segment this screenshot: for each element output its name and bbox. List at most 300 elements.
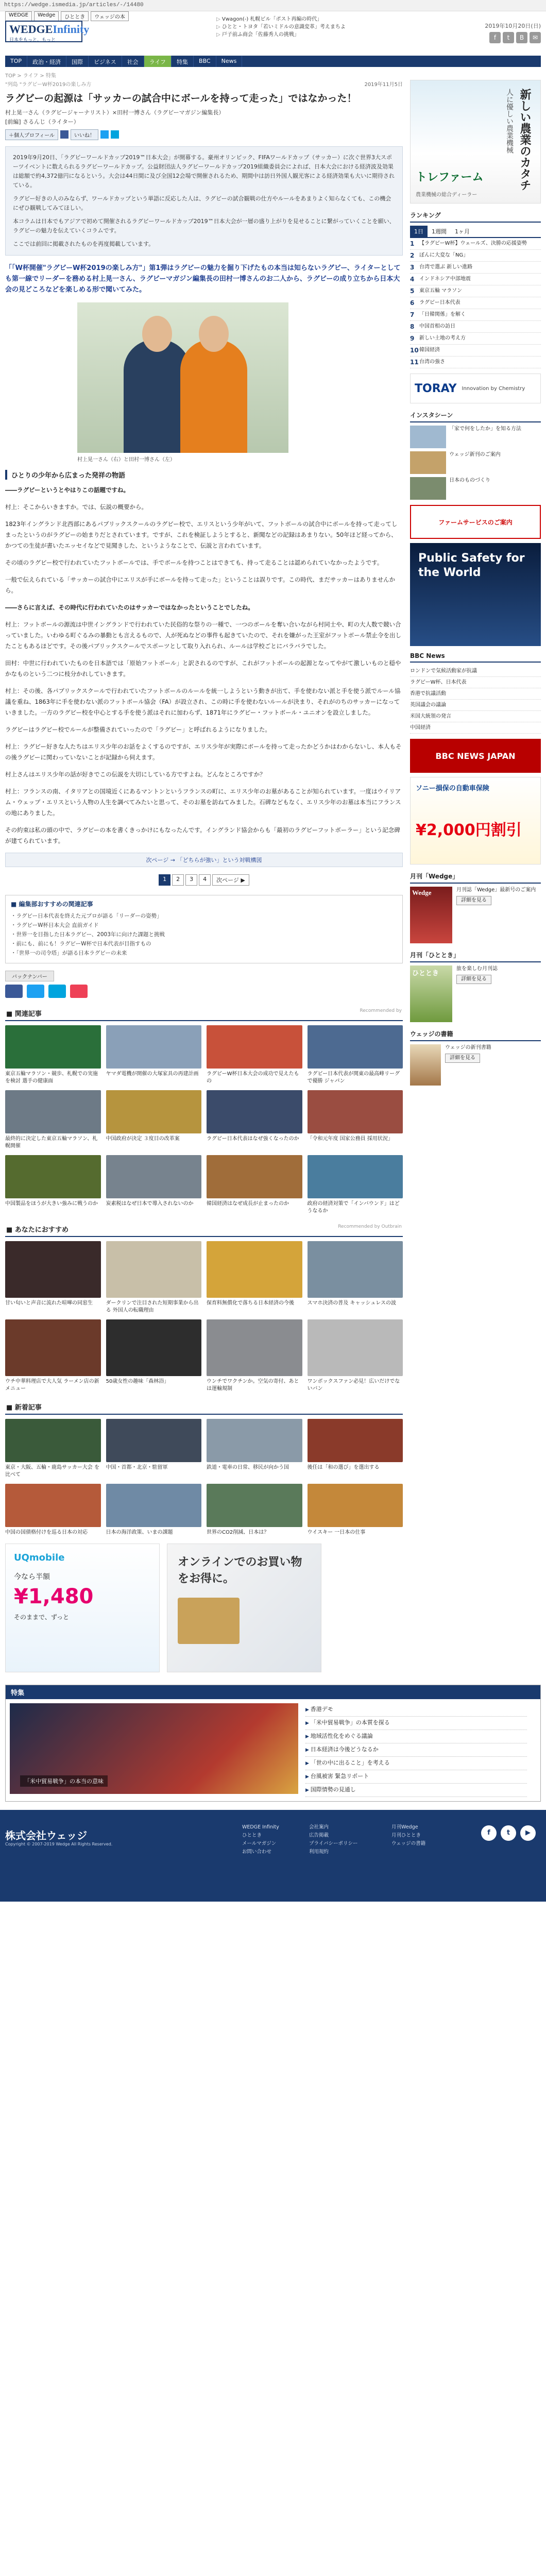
nav-item[interactable]: 国際 — [66, 56, 89, 67]
picks-title: インスタシーン — [410, 409, 541, 422]
ranking-text: 台湾で選ぶ 新しい進路 — [419, 264, 473, 270]
ranking-item[interactable] — [410, 238, 541, 250]
bbc-logo[interactable]: BBC NEWS JAPAN — [410, 739, 541, 773]
card-caption: ラグビーW杯日本大会の成功で見えたもの — [207, 1071, 299, 1084]
article-card[interactable] — [207, 1025, 302, 1085]
article-card[interactable] — [308, 1090, 403, 1150]
article-card[interactable] — [308, 1419, 403, 1479]
article-card[interactable] — [5, 1419, 101, 1479]
footer-link[interactable]: ウェッジの書籍 — [391, 1841, 426, 1846]
ranking-tab[interactable]: 1日 — [410, 226, 428, 237]
pocket-icon[interactable] — [70, 985, 88, 998]
related-title: ■ 編集部おすすめの関連記事 — [11, 901, 93, 908]
nav-item[interactable]: 政治・経済 — [27, 56, 66, 67]
article-card[interactable] — [308, 1241, 403, 1314]
book-cover[interactable] — [410, 1044, 441, 1086]
ad-row — [5, 1544, 403, 1672]
article-card[interactable] — [5, 1090, 101, 1150]
ranking-text: 新しい土地の考え方 — [419, 335, 466, 341]
card-caption: 中国政府が決定 ３度目の改革案 — [106, 1136, 180, 1142]
card-caption: ヤマダ電機が開催の大塚家具の再建計画 — [106, 1071, 199, 1077]
article-paragraph: 一般で伝えられている「サッカーの試合中にエリスが手にボールを持って走った」ということは誤りです。この時代、まだサッカーはありませんから。 — [5, 576, 396, 594]
ad-sony[interactable] — [410, 777, 541, 865]
footer-link[interactable]: 広告掲載 — [309, 1833, 329, 1838]
ranking-number: 7 — [410, 311, 415, 318]
article-card[interactable] — [5, 1241, 101, 1314]
twitter-icon[interactable]: t — [503, 32, 514, 43]
footer-link[interactable]: 会社案内 — [309, 1824, 329, 1830]
interview-question: ――さらに言えば、その時代に行われていたのはサッカーではなかったということでしたね。 — [5, 604, 254, 611]
nav-item[interactable]: ライフ — [144, 56, 172, 67]
article-paragraph: ラグビーはラグビー校でルールが整備されていったので「ラグビー」と呼ばれるようになりました。 — [5, 726, 271, 733]
photo-head-right — [199, 316, 229, 352]
card-image — [308, 1319, 403, 1376]
card-caption: ダークリンで注目された短期事業から出る 外国人の転職理由 — [106, 1300, 199, 1313]
ranking-title: ランキング — [410, 209, 541, 223]
lead-note: ここでは前回に掲載されたものを再度掲載しています。 — [13, 241, 155, 247]
article-card[interactable] — [5, 1155, 101, 1215]
books-text: ウェッジの新刊書籍 — [445, 1045, 491, 1050]
pick-item[interactable] — [410, 426, 541, 448]
footer-copyright: Copyright © 2007-2019 Wedge All Rights Reserved. — [5, 1842, 113, 1846]
ranking-text: 東京五輪 マラソン — [419, 288, 463, 294]
card-image — [308, 1155, 403, 1198]
newest-grid — [5, 1419, 403, 1536]
article-card[interactable] — [308, 1155, 403, 1215]
ad-treefarm-foot: 農業機械の総合ディーラー — [416, 192, 477, 198]
pick-thumb — [410, 451, 446, 474]
ranking-item[interactable] — [410, 274, 541, 285]
ranking-text: 韓国経済 — [419, 347, 440, 353]
footer-link[interactable]: お問い合わせ — [242, 1849, 272, 1855]
feature-image-title: 「米中貿易戦争」の本当の意味 — [20, 1775, 108, 1787]
bbc-item[interactable]: 英国議会の議論 — [410, 700, 541, 711]
ad-toray-text: Innovation by Chemistry — [462, 385, 525, 392]
card-image — [106, 1090, 202, 1133]
bbc-item[interactable]: ロンドンで気候活動家が抗議 — [410, 666, 541, 677]
feature-item[interactable]: ▶ 香港デモ — [305, 1703, 527, 1717]
pager — [5, 874, 403, 886]
feature-item[interactable]: ▶ 台風被害 緊急リポート — [305, 1770, 527, 1784]
related-item[interactable]: ・ ラグビーW杯日本大会 直前ガイド — [11, 921, 397, 930]
sister-site-link[interactable]: ウェッジの本 — [91, 11, 129, 21]
ranking-item[interactable] — [410, 357, 541, 368]
ranking-text: 「日韓関係」を解く — [419, 312, 466, 317]
footer-col-3 — [391, 1823, 425, 1848]
feature-item[interactable]: ▶ 日本経済は今後どうなるか — [305, 1743, 527, 1757]
pick-text: 「家で何をしたか」を知る方法 — [449, 426, 521, 432]
url-bar[interactable]: https://wedge.ismedia.jp/articles/-/14480 — [0, 0, 546, 11]
feature-item[interactable]: ▶ 地域活性化をめぐる議論 — [305, 1730, 527, 1743]
ranking-number: 2 — [410, 252, 415, 259]
article-card[interactable] — [207, 1484, 302, 1536]
pager-item[interactable]: 次ページ ▶ — [212, 874, 249, 886]
footer-link[interactable]: 月刊Wedge — [391, 1824, 418, 1830]
site-footer — [0, 1810, 546, 1902]
photo-person-right — [180, 340, 247, 453]
picks — [410, 409, 541, 500]
ad-uq-line2: そのままで、ずっと — [14, 1614, 70, 1621]
facebook-icon[interactable]: f — [489, 32, 501, 43]
wedge-text: 月刊誌「Wedge」最新号のご案内 — [456, 887, 536, 893]
article-card[interactable] — [5, 1484, 101, 1536]
site-header — [5, 11, 541, 56]
card-image — [308, 1090, 403, 1133]
nav-item[interactable]: 社会 — [122, 56, 144, 67]
pr-links — [216, 15, 346, 39]
article-card[interactable] — [207, 1241, 302, 1314]
card-image — [106, 1484, 202, 1527]
card-image — [207, 1025, 302, 1069]
bbc-item[interactable]: 香港で抗議活動 — [410, 688, 541, 700]
card-image — [207, 1090, 302, 1133]
sister-site-link[interactable]: Wedge — [34, 11, 59, 21]
article-photo — [77, 302, 288, 453]
card-caption: 中国・首都・北京・駐留軍 — [106, 1465, 168, 1470]
sister-site-link[interactable]: WEDGE — [5, 11, 32, 21]
card-caption: 炭素税はなぜ日本で導入されないのか — [106, 1201, 194, 1207]
card-caption: 東京・大阪、五輪・鹿島サッカー大会 を比べて — [5, 1465, 99, 1478]
article-paragraph: 村上：その後、各パブリックスクールで行われていたフットボールのルールを統一しようという動きが出て、手を使わない派と手を使う派でルール協議を重ね、1863年に手を使わない派のフットボール協会（FA）が設立され、この時に手を使わないルールが決まり、それがのちのサッカーになっていきました。一方のラグビー校を中心とする手を使う派はそれに加わらず、1871年にラグビー・フットボール・ユニオンを設立しました。 — [5, 687, 401, 716]
card-image — [106, 1155, 202, 1198]
article-author: さるんじ（ライター） — [23, 118, 79, 125]
card-image — [106, 1025, 202, 1069]
ranking-number: 8 — [410, 323, 415, 330]
logo-accent: Infinity — [53, 23, 90, 36]
article-card[interactable] — [106, 1319, 202, 1393]
card-caption: ラグビー日本代表はなぜ強くなったのか — [207, 1136, 299, 1142]
article-series[interactable]: "列島 "ラグビーW杯2019の楽しみ方 — [5, 82, 92, 88]
article-paragraph: 村上：そこからいきますか。では、伝説の概要から。 — [5, 503, 147, 511]
feature-item[interactable]: ▶ 「世の中に出ること」を考える — [305, 1757, 527, 1770]
twitter-icon[interactable]: t — [501, 1825, 516, 1841]
feature-item[interactable]: ▶ 国際情勢の見通し — [305, 1784, 527, 1797]
ranking-item[interactable] — [410, 262, 541, 274]
pager-item[interactable]: 1 — [159, 874, 170, 886]
ad-shop[interactable] — [167, 1544, 321, 1672]
article-paragraph: その約束は私の頭の中で、ラグビーの本を書くきっかけにもなったんです。イングランド協会からも「最初のラグビーフットボーラー」という記念碑が建てられています。 — [5, 826, 400, 844]
article-paragraph: 1823年イングランド北西部にあるパブリックスクールのラグビー校で、エリスという少年がいて、フットボールの試合中にボールを持って走ってしまったというのがラグビーの始まりだとされています。ですが、これを検証しようとすると、新聞などの記録はあまりない。50年ほど経ってから、かつての生徒が書いたエッセイなどで見聞きした、というようなことで、伝説と言われています。 — [5, 520, 398, 549]
newest-head-title: ■ 新着記事 — [6, 1404, 42, 1412]
footer-col-2 — [309, 1823, 358, 1856]
article-byline: 村上晃一さん（ラグビージャーナリスト）×田村一博さん（ラグビーマガジン編集長） — [5, 109, 225, 116]
lead-paragraph: ラグビー好きの人のみならず、ワールドカップという単語に反応した人は、ラグビーの試合観戦の仕方やルールをあまりよく知らなくても、この機会にぜひ観戦してみてほしい。 — [13, 195, 391, 211]
recommend-grid — [5, 1025, 403, 1215]
ranking — [410, 209, 541, 368]
ranking-text: 中国首相の訪日 — [419, 324, 455, 329]
pick-item[interactable] — [410, 451, 541, 474]
footer-link[interactable]: ひととき — [242, 1833, 262, 1838]
ranking-tab[interactable]: 1ヶ月 — [455, 228, 470, 235]
ad-sony-text: ソニー損保の自動車保険 — [416, 785, 489, 792]
bbc-item[interactable]: ラグビーW杯、日本代表 — [410, 677, 541, 688]
article-card[interactable] — [207, 1090, 302, 1150]
ranking-number: 5 — [410, 287, 415, 295]
hitotoki-magazine — [410, 948, 541, 1022]
yours-sponsor: Recommended by Outbrain — [338, 1224, 402, 1229]
ad-uq-price: ¥1,480 — [14, 1585, 94, 1608]
ranking-number: 6 — [410, 299, 415, 307]
article-card[interactable] — [5, 1025, 101, 1085]
global-nav — [5, 56, 541, 67]
card-image — [308, 1241, 403, 1298]
related-head-title: ■ 関連記事 — [6, 1010, 42, 1018]
feature-section — [5, 1685, 541, 1802]
pick-thumb — [410, 477, 446, 500]
footer-col-1 — [242, 1823, 279, 1856]
related-item[interactable]: ・ 前にも、前にも！ラグビーW杯で日本代表が目指すもの — [11, 939, 397, 948]
ad-treefarm-sub: 人に優しい農業機械 — [505, 89, 514, 154]
article-card[interactable] — [5, 1319, 101, 1393]
feature-item[interactable]: ▶ 「米中貿易戦争」の本質を探る — [305, 1717, 527, 1730]
social-share-bar — [5, 985, 403, 998]
facebook-icon[interactable] — [5, 985, 23, 998]
bbc-item[interactable]: 中国経済 — [410, 722, 541, 734]
ranking-tab[interactable]: 1週間 — [432, 228, 447, 235]
ranking-item[interactable] — [410, 333, 541, 345]
ranking-item[interactable] — [410, 250, 541, 262]
ranking-number: 3 — [410, 264, 415, 271]
card-image — [207, 1484, 302, 1527]
next-page-link[interactable]: 次ページ → 「どちらが強い」という対戦構図 — [5, 853, 403, 867]
ad-sony-price: ¥2,000円割引 — [416, 821, 522, 839]
article-card[interactable] — [106, 1090, 202, 1150]
logo-sub: 日本をもっと、もっと — [9, 38, 56, 43]
profile-button[interactable]: ＋個人プロフィール — [5, 129, 58, 140]
article-card[interactable] — [207, 1419, 302, 1479]
yours-head — [5, 1222, 403, 1237]
article-card[interactable] — [308, 1319, 403, 1393]
pager-item[interactable]: 4 — [199, 874, 211, 886]
facebook-icon[interactable] — [60, 130, 69, 139]
ranking-number: 9 — [410, 335, 415, 342]
ranking-text: 【ラグビーW杯】ウェールズ、決勝の応援姿勢 — [419, 241, 527, 246]
article-paragraph: 村上：フットボールの源流は中世イングランドで行われていた民俗的な祭りの一種で、一つのボールを奪い合いながら村同士や、町の大人数で競い合っていました。いわゆる町ぐるみの暴動とも言えるもので、人が死ぬなどの事件も起きていたので、それを嫌がった王室がフットボール禁止令を出したこともあるほどです。その後パブリックスクールでスポーツとして取り入れられ、ルールは学校ごとにバラバラでした。 — [5, 621, 401, 650]
card-image — [5, 1025, 101, 1069]
article-paragraph: 村上さんはエリス少年の話が好きでこの伝説を大切にしている方ですよね。どんなところですか？ — [5, 771, 266, 778]
card-caption: 世界のCO2削減、日本は？ — [207, 1530, 269, 1535]
card-caption: ウチ中華料理店で大人気 ラーメン店の新メニュー — [5, 1379, 99, 1392]
ad-toray-brand: TORAY — [415, 382, 457, 395]
card-image — [5, 1419, 101, 1462]
card-caption: 中国製品をほうが大きい強みに戦うのか — [5, 1201, 98, 1207]
related-sponsor: Recommended by — [360, 1008, 402, 1013]
hatena-icon[interactable] — [48, 985, 66, 998]
feature-head: 特集 — [6, 1685, 540, 1699]
nav-item[interactable]: TOP — [5, 56, 27, 67]
main-column — [5, 80, 403, 1680]
like-button[interactable]: いいね！ — [71, 129, 98, 140]
nav-item[interactable]: ビジネス — [89, 56, 122, 67]
header-date: 2019年10月20日(日) — [485, 23, 541, 29]
card-image — [207, 1319, 302, 1376]
card-caption: 鉄道・電車の日常、移民が向かう国 — [207, 1465, 289, 1470]
article-card[interactable] — [207, 1155, 302, 1215]
ad-uq[interactable] — [5, 1544, 160, 1672]
card-image — [106, 1419, 202, 1462]
logo-main: WEDGE — [9, 23, 53, 36]
ad-uq-line1: 今なら半額 — [14, 1573, 50, 1581]
footer-link[interactable]: 月刊ひととき — [391, 1833, 421, 1838]
lead-paragraph: 2019年9月20日、「ラグビーワールドカップ2019™日本大会」が開幕する。豪州オリンピック、FIFAワールドカップ（サッカー）に次ぐ世界3大スポーツイベントに数えられるラグビーワールドカップ。公益財団法人ラグビーワールドカップ2019組織委員会によれば、日本大会における経済波及効果は総額で約4,372億円になるという。大会は44日間に及び全国12会場で開催されるため、期間中は訪日外国人観光客による経済効果も大いに期待されている。 — [13, 154, 395, 189]
article-paragraph: 村上：フランスの南、イタリアとの国境近くにあるマントンというフランスの町に、エリス少年のお墓があることが知られています。一度はウイリアム・ウェッブ・エリスという人物の人生を調べてみたいと思って、そのお墓を訪ねてみました。石碑などもなく、エリス少年のお墓は本当にフランスの地にありました。 — [5, 788, 401, 817]
card-caption: ラグビー日本代表が関東の最高峰リーグで優勝 ジャパン — [307, 1071, 400, 1084]
footer-logo[interactable]: 株式会社ウェッジ — [5, 1829, 88, 1842]
ad-shop-image — [178, 1598, 240, 1644]
card-image — [207, 1241, 302, 1298]
card-image — [5, 1319, 101, 1376]
ad-treefarm[interactable] — [410, 80, 541, 204]
card-caption: 50歳女性の趣味「森林浴」 — [106, 1379, 169, 1384]
card-caption: 東京五輪マラソン・競歩、札幌での実施を検討 選手の健康面 — [5, 1071, 98, 1084]
sister-site-link[interactable]: ひととき — [61, 11, 89, 21]
article-card[interactable] — [106, 1484, 202, 1536]
hitotoki-cover[interactable]: ひととき — [410, 965, 452, 1022]
hatena-icon[interactable]: B — [516, 32, 527, 43]
card-caption: 中国の国債格付けを巡る日本の対応 — [5, 1530, 88, 1535]
article-card[interactable] — [308, 1025, 403, 1085]
pick-item[interactable] — [410, 477, 541, 500]
wedge-books — [410, 1027, 541, 1086]
interview-question: ――ラグビーというとやはりこの話題ですね。 — [5, 486, 130, 494]
pick-thumb — [410, 426, 446, 448]
pager-item[interactable]: 3 — [185, 874, 197, 886]
ranking-text: ぼんに大変な「NG」 — [419, 252, 469, 258]
article-card[interactable] — [207, 1319, 302, 1393]
ranking-item[interactable] — [410, 285, 541, 297]
article-paragraph: 田村：中世に行われていたものを日本語では「原始フットボール」と訳されるのですが、これがフットボールの起源となってやがて激しいものと穏やかなものという二つに枝分かれしていきます。 — [5, 659, 401, 677]
bbc-title: BBC News — [410, 650, 541, 663]
footer-link[interactable]: プライバシーポリシー — [309, 1841, 358, 1846]
share-row — [5, 129, 403, 140]
hatena-icon[interactable] — [111, 130, 119, 139]
banner-nec[interactable]: Public Safety for the World — [410, 543, 541, 646]
card-caption: スマホ決済の普及 キャッシュレスの波 — [307, 1300, 396, 1306]
card-caption: ウイスキー 一日本の仕事 — [307, 1530, 366, 1535]
ranking-item[interactable] — [410, 345, 541, 357]
card-image — [106, 1319, 202, 1376]
footer-link[interactable]: 利用規約 — [309, 1849, 329, 1855]
yours-head-title: ■ あなたにおすすめ — [6, 1226, 69, 1234]
site-logo[interactable] — [5, 21, 90, 43]
section-heading: ひとりの少年から広まった発祥の物語 — [5, 470, 403, 480]
card-image — [106, 1241, 202, 1298]
hitotoki-more-button[interactable]: 詳細を見る — [456, 975, 491, 984]
card-image — [5, 1241, 101, 1298]
pr-link[interactable]: ▷ 戸子前ふ商会「佐藤秀人の挑戦」 — [216, 31, 346, 39]
ranking-item[interactable] — [410, 297, 541, 309]
wedge-cover[interactable]: Wedge — [410, 887, 452, 943]
ad-toray[interactable] — [410, 374, 541, 403]
ad-shop-title: オンラインでのお買い物をお得に。 — [178, 1556, 302, 1585]
related-item[interactable]: ・ 「世界一の司令塔」が語る日本ラグビーの未来 — [11, 948, 397, 958]
back-number-button[interactable]: バックナンバー — [5, 971, 54, 981]
article-card[interactable] — [106, 1155, 202, 1215]
nav-item[interactable]: BBC — [194, 56, 216, 67]
ranking-item[interactable] — [410, 309, 541, 321]
card-image — [207, 1419, 302, 1462]
article-card[interactable] — [106, 1025, 202, 1085]
bbc-item[interactable]: 米国大統領の発言 — [410, 711, 541, 722]
card-caption: 政府の経済対策で「インバウンド」はどうなるか — [307, 1201, 400, 1214]
article-card[interactable] — [106, 1241, 202, 1314]
feature-image[interactable] — [10, 1703, 298, 1794]
card-image — [308, 1484, 403, 1527]
twitter-icon[interactable] — [27, 985, 44, 998]
ranking-text: ラグビー日本代表 — [419, 300, 460, 306]
ranking-tabs — [410, 226, 541, 238]
sister-sites — [5, 11, 129, 21]
card-caption: 韓国経済はなぜ成長が止まったのか — [207, 1201, 289, 1207]
article-card[interactable] — [106, 1419, 202, 1479]
wedge-more-button[interactable]: 詳細を見る — [456, 896, 491, 905]
footer-link[interactable]: WEDGE Infinity — [242, 1824, 279, 1830]
card-image — [308, 1419, 403, 1462]
card-caption: 日本の海洋政策、いまの課題 — [106, 1530, 173, 1535]
lead-paragraph: 本コラムは日本でもアジアで初めて開催されるラグビーワールドカップ2019™日本大会が一層の盛り上がりを見せることに繋がっていくことを願い、ラグビーの魅力を伝えていくコラムです。 — [13, 218, 395, 234]
hitotoki-text: 旅を楽しむ月刊誌 — [456, 966, 498, 972]
footer-social — [481, 1825, 536, 1841]
pr-link[interactable]: ▷ ひとと・トヨタ「若いミドルの意識変革」考えまちよ — [216, 23, 346, 31]
ad-treefarm-brand: トレファーム — [416, 171, 484, 184]
pager-item[interactable]: 2 — [172, 874, 184, 886]
nav-item[interactable]: 特集 — [172, 56, 194, 67]
wedge-title: 月刊「Wedge」 — [410, 870, 541, 884]
card-image — [5, 1090, 101, 1133]
article-paragraph: 村上：ラグビー好きな人たちはエリス少年のお話をよくするのですが、エリス少年が実際にボールを持って走ったかどうかはわからないし、本人もその後ラグビーに関わっていないことが記録から伺えます。 — [5, 743, 402, 761]
footer-link[interactable]: メールマガジン — [242, 1841, 277, 1846]
banner-red[interactable]: ファームサービスのご案内 — [410, 505, 541, 539]
pick-text: 日本のものづくり — [449, 478, 490, 483]
article-highlight: 「「W杯開催"ラグビーW杯2019の楽しみ方"」第1弾はラグビーの魅力を掘り下げたもの本当は知らないラグビー、ライターとしても第一線でリーダーを務める村上晃一さん、ラグビーマガジン編集長の田村一博さんのお二人から、ラグビーの成り立ちから日本大会の見どころなどを楽しめる形で聞いてみた。 — [5, 264, 401, 294]
related-articles — [5, 895, 403, 963]
photo-caption: 村上晃一さん（右）と田村一博さん（左） — [77, 457, 175, 463]
ranking-number: 1 — [410, 240, 415, 247]
article-card[interactable] — [308, 1484, 403, 1536]
ad-uq-logo: UQmobile — [14, 1552, 65, 1563]
ranking-number: 4 — [410, 276, 415, 283]
twitter-icon[interactable] — [100, 130, 109, 139]
article-body — [5, 485, 403, 846]
card-caption: 後任は「和の選び」を選出する — [307, 1465, 380, 1470]
related-head — [5, 1006, 403, 1021]
books-title: ウェッジの書籍 — [410, 1027, 541, 1041]
card-caption: 甘い匂いと声音に流れた喧嘩の同窓生 — [5, 1300, 93, 1306]
nav-item[interactable]: News — [216, 56, 243, 67]
pr-link[interactable]: ▷ Vwagon(-) 札幌ビル「ポスト再編の時代」 — [216, 15, 346, 23]
article-paragraph: その頃のラグビー校で行われていたフットボールでは、手でボールを持つことはできても、持って走ることは認められていなかったようです。 — [5, 559, 383, 566]
related-item[interactable]: ・ ラグビー日本代表を終えた元プロが語る「リーダーの姿勢」 — [11, 911, 397, 921]
wedge-magazine — [410, 870, 541, 943]
related-item[interactable]: ・ 世界一を目指した日本ラグビー、2003年に向けた課題と挑戦 — [11, 930, 397, 939]
mail-icon[interactable]: ✉ — [530, 32, 541, 43]
facebook-icon[interactable]: f — [481, 1825, 497, 1841]
youtube-icon[interactable]: ▶ — [520, 1825, 536, 1841]
yours-grid — [5, 1241, 403, 1393]
breadcrumb: TOP > ライフ > 特集 — [5, 73, 56, 79]
card-image — [207, 1155, 302, 1198]
header-share-icons — [489, 32, 541, 43]
ranking-text: 台湾の強さ — [419, 359, 445, 365]
ranking-text: インドネシア中部地震 — [419, 276, 471, 282]
ranking-item[interactable] — [410, 321, 541, 333]
hitotoki-title: 月刊「ひととき」 — [410, 948, 541, 962]
series-label: [前編] — [5, 118, 21, 125]
books-more-button[interactable]: 詳細を見る — [445, 1054, 480, 1063]
card-image — [308, 1025, 403, 1069]
ranking-number: 10 — [410, 347, 419, 354]
lead-box — [5, 146, 403, 256]
